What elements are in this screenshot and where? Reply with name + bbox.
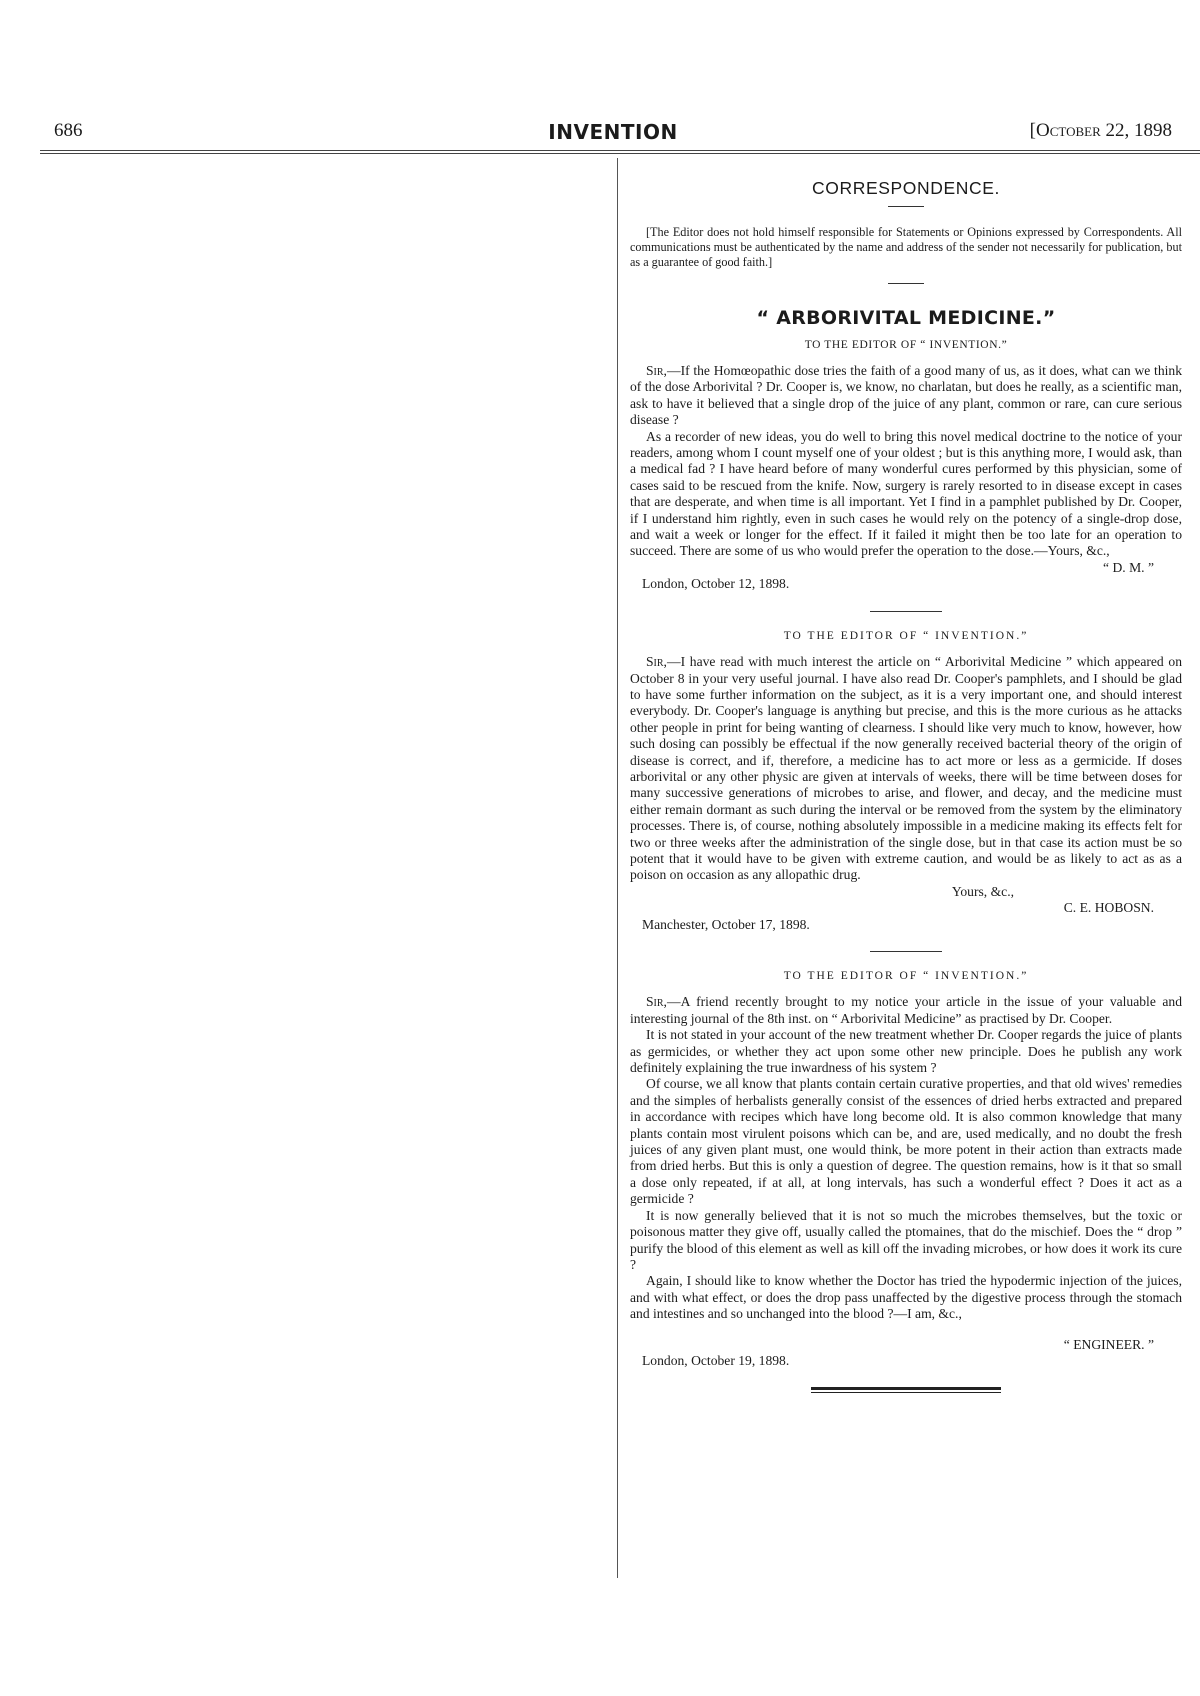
end-rule [811,1387,1001,1390]
journal-title: INVENTION [548,120,678,144]
letter-place-date: London, October 12, 1898. [642,576,790,592]
letter-paragraph: Again, I should like to know whether the Doctor has tried the hypodermic injection of the juices, and with what effect, or does the drop pass unaffected by the digestive process through the stomach and intestines and so unchanged into the blood ?—I am, &c., [630,1273,1182,1322]
right-column [630,160,1182,1393]
editor-note [630,225,1182,269]
letter-paragraph: Sir,—If the Homœopathic dose tries the faith of a good many of us, as it does, what can we think of the dose Arborivital ? Dr. Cooper is, we know, no charlatan, but does he really, as a scientific man, ask to have it believed that a single drop of the juice of any plant, common or rare, can cure serious disease ? [630,363,1182,428]
end-rule [811,1392,1001,1393]
header-rule [40,150,1200,151]
divider [888,206,924,207]
letter-signature: “ ENGINEER. ” [1063,1336,1154,1352]
header-rule [40,153,1200,154]
letter-paragraph: Sir,—A friend recently brought to my notice your article in the issue of your valuable and interesting journal of the 8th inst. on “ Arborivital Medicine” as practised by Dr. Cooper. [630,994,1182,1026]
letter-signature: “ D. M. ” [1103,559,1154,575]
letter-paragraph: It is now generally believed that it is not so much the microbes themselves, but the toxic or poisonous matter they give off, usually called the ptomaines, that do the mischief. Does the “ drop ” purify the blood of this element as well as kill off the invading microbes, or how does it work its cure ? [630,1207,1182,1272]
letter-addressee: TO THE EDITOR OF “ INVENTION.” [783,629,1029,642]
divider [888,283,924,284]
section-title: CORRESPONDENCE. [812,178,1000,198]
letter-paragraph: Sir,—I have read with much interest the article on “ Arborivital Medicine ” which appeared on October 8 in your very useful journal. I have also read Dr. Cooper's pamphlets, and I should be glad to have some further information on the subject, as it is a very important one, and should interest everybody. Dr. Cooper's language is anything but precise, and this is the more curious as he attacks other people in print for being wanting of clearness. I should like very much to know, however, how such dosing can possibly be effectual if the now generally received bacterial theory of the origin of disease is correct, and if, therefore, a medicine has to act more or less as a germicide. If doses arborivital or any other physic are given at intervals of weeks, there will be time between doses for many successive generations of microbes to arise, and flower, and decay, and the medicine must either remain dormant as such during the interval or be removed from the system by the eliminatory processes. There is, of course, nothing absolutely impossible in a medicine making its effects felt for two or three weeks after the administration of the single dose, but in that case its action must be so potent that it would have to be given with extreme caution, and would be as likely to act as as a poison on occasion as any allopathic drug. [630,654,1182,883]
column-divider [617,158,618,1578]
letter-addressee: TO THE EDITOR OF “ INVENTION.” [804,338,1008,351]
letter [630,363,1182,593]
letter-closing: Yours, &c., [951,883,1014,899]
salutation: Sir, [646,654,667,670]
issue-date: [October 22, 1898 [1029,120,1172,141]
letter-addressee: TO THE EDITOR OF “ INVENTION.” [783,970,1029,982]
salutation: Sir, [646,994,667,1010]
letter-place-date: London, October 19, 1898. [642,1352,790,1368]
letter-place-date: Manchester, October 17, 1898. [642,916,810,932]
letter-paragraph: As a recorder of new ideas, you do well to bring this novel medical doctrine to the notice of your readers, among whom I count myself one of your oldest ; but is this anything more, I would ask, than a medical fad ? I have heard before of many wonderful cures performed by this physician, some of cases said to be rescued from the knife. Now, surgery is rarely resorted to in disease except in cases that are desperate, and when time is all important. Yet I find in a pamphlet published by Dr. Cooper, if I understand him rightly, even in such cases he would rely on the potency of a single-drop dose, and wait a week or longer for the effect. If it failed it might then be too late for an operation to succeed. There are some of us who would prefer the operation to the dose.—Yours, &c., [630,428,1182,559]
letter-signature: C. E. HOBOSN. [1063,900,1154,916]
article-title: “ ARBORIVITAL MEDICINE.” [756,307,1056,330]
editor-note-text: [The Editor does not hold himself responsible for Statements or Opinions expressed by Correspondents. All communications must be authenticated by the name and address of the sender not necessarily for publication, but as a guarantee of good faith.] [630,225,1182,269]
salutation: Sir, [646,363,667,378]
letter [630,994,1182,1369]
letter-paragraph: Of course, we all know that plants contain certain curative properties, and that old wives' remedies and the simples of herbalists generally consist of the essences of dried herbs extracted and prepared in accordance with recipes which have long become old. It is also common knowledge that many plants contain most virulent poisons which can be, and are, used medically, and no doubt the fresh juices of any given plant must, one would think, be more potent in their action than extracts made from dried herbs. But this is only a question of degree. The question remains, how is it that so small a dose only repeated, if at all, at long intervals, has such a wonderful effect ? Does it act as a germicide ? [630,1076,1182,1207]
letter [630,654,1182,933]
divider [870,611,942,612]
page-header [54,118,1172,152]
divider [870,951,942,952]
letter-paragraph: It is not stated in your account of the new treatment whether Dr. Cooper regards the juice of plants as germicides, or whether they act upon some other new principle. Does he publish any work definitely explaining the true inwardness of his system ? [630,1027,1182,1076]
page-number: 686 [54,120,83,141]
